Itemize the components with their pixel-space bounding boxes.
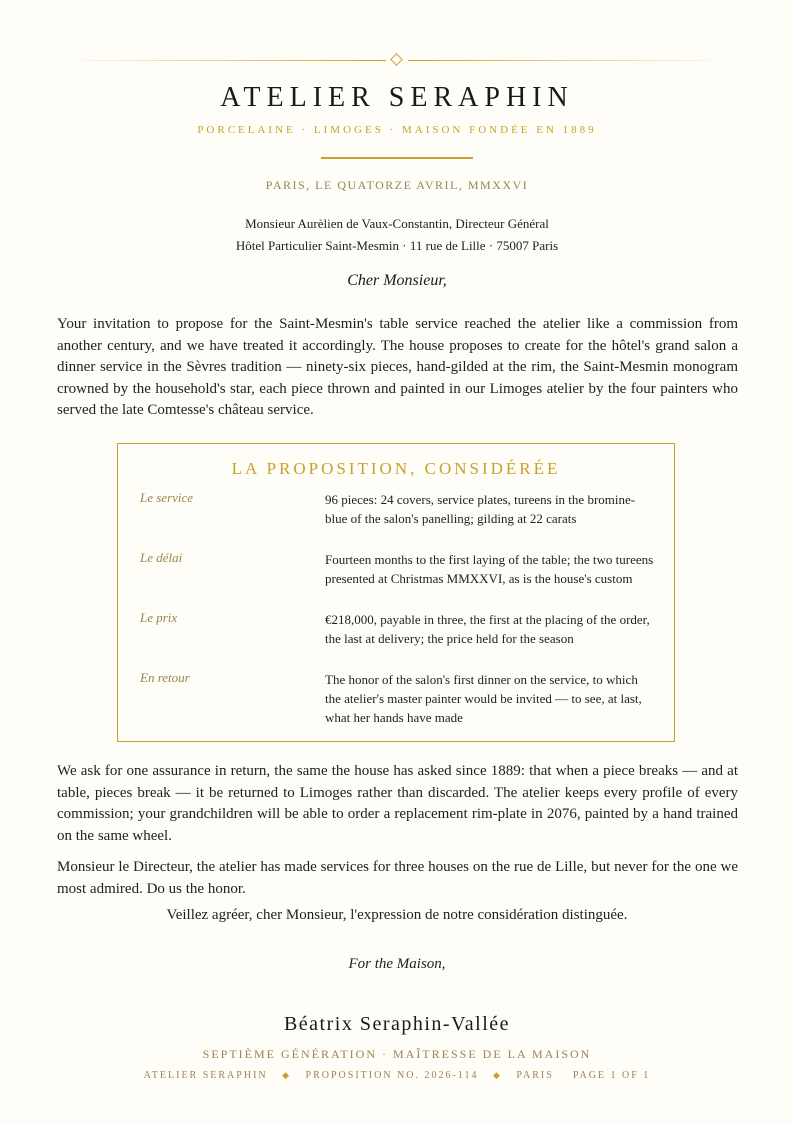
body-paragraph-1: Your invitation to propose for the Saint-Mesmin's table service reached the atelier like a commission from another century, and we have treated it accordingly. The house proposes to create for the hôtel's grand salon a dinner service in the Sèvres tradition — ninety-six pieces, hand-gilded at the rim, the Saint-Mesmin monogram crowned by the household's star, each piece thrown and painted in our Limoges atelier by the four painters who served the late Comtesse's château service. (57, 316, 738, 418)
proposal-detail-delai: Fourteen months to the first laying of the table; the two tureens presented at Christmas MMXXVI, as is the house's custom (325, 552, 654, 586)
footer-brand: ATELIER SERAPHIN (143, 1070, 268, 1081)
proposal-title: LA PROPOSITION, CONSIDÉRÉE (231, 459, 561, 478)
addressee-block (0, 213, 794, 257)
proposal-detail-prix: €218,000, payable in three, the first at the placing of the order, the last at delivery; the price held for the season (325, 612, 650, 646)
footer-diamond-icon: ◆ (282, 1070, 292, 1080)
proposal-detail-retour: The honor of the salon's first dinner on the service, to which the atelier's master painter would be invited — to see, at last, what her hands have made (325, 672, 642, 725)
footer-city: PARIS (516, 1070, 554, 1081)
rule-right (408, 60, 734, 61)
proposal-term-delai: Le délai (140, 550, 183, 565)
footer-diamond-icon: ◆ (492, 1070, 502, 1080)
proposal-term-retour: En retour (140, 670, 190, 685)
addressee-name: Monsieur Aurèlien de Vaux-Constantin, Directeur Général (245, 216, 549, 231)
proposal-term-prix: Le prix (140, 610, 178, 625)
body-paragraph-2: We ask for one assurance in return, the same the house has asked since 1889: that when a piece breaks — and at table, pieces break — it be returned to Limoges rather than discarded. The atelier keeps every profile of every commission; your grandchildren will be able to order a replacement rim-plate in 2076, painted by a hand trained on the same wheel. (57, 763, 738, 844)
dateline: PARIS, LE QUATORZE AVRIL, MMXXVI (265, 178, 529, 192)
brand-name: ATELIER SERAPHIN (220, 82, 574, 113)
signoff: For the Maison, (348, 956, 446, 972)
salutation: Cher Monsieur, (347, 272, 447, 289)
signer-name: Béatrix Seraphin-Vallée (283, 1013, 511, 1035)
footer (0, 1070, 794, 1081)
body-paragraph-3: Monsieur le Directeur, the atelier has made services for three houses on the rue de Lille, but never for the one we most admired. Do us the honor. (57, 859, 738, 897)
proposal-box (117, 443, 675, 742)
rule-left (60, 60, 386, 61)
footer-page-number: PAGE 1 OF 1 (572, 1070, 651, 1081)
addressee-address: Hôtel Particulier Saint-Mesmin · 11 rue de Lille · 75007 Paris (235, 238, 559, 253)
closing-formula: Veillez agréer, cher Monsieur, l'expression de notre considération distinguée. (166, 907, 628, 923)
signer-title: SEPTIÈME GÉNÉRATION · MAÎTRESSE DE LA MAISON (202, 1047, 592, 1061)
top-ornament-rule (60, 60, 734, 61)
proposal-term-service: Le service (140, 490, 194, 505)
brand-divider (321, 157, 473, 159)
proposal-detail-service: 96 pieces: 24 covers, service plates, tureens in the bromine-blue of the salon's panelling; gilding at 22 carats (325, 492, 636, 526)
brand-subtitle: PORCELAINE · LIMOGES · MAISON FONDÉE EN 1889 (197, 124, 597, 136)
diamond-ornament-icon (390, 53, 403, 66)
footer-reference: PROPOSITION NO. 2026-114 (305, 1070, 479, 1081)
